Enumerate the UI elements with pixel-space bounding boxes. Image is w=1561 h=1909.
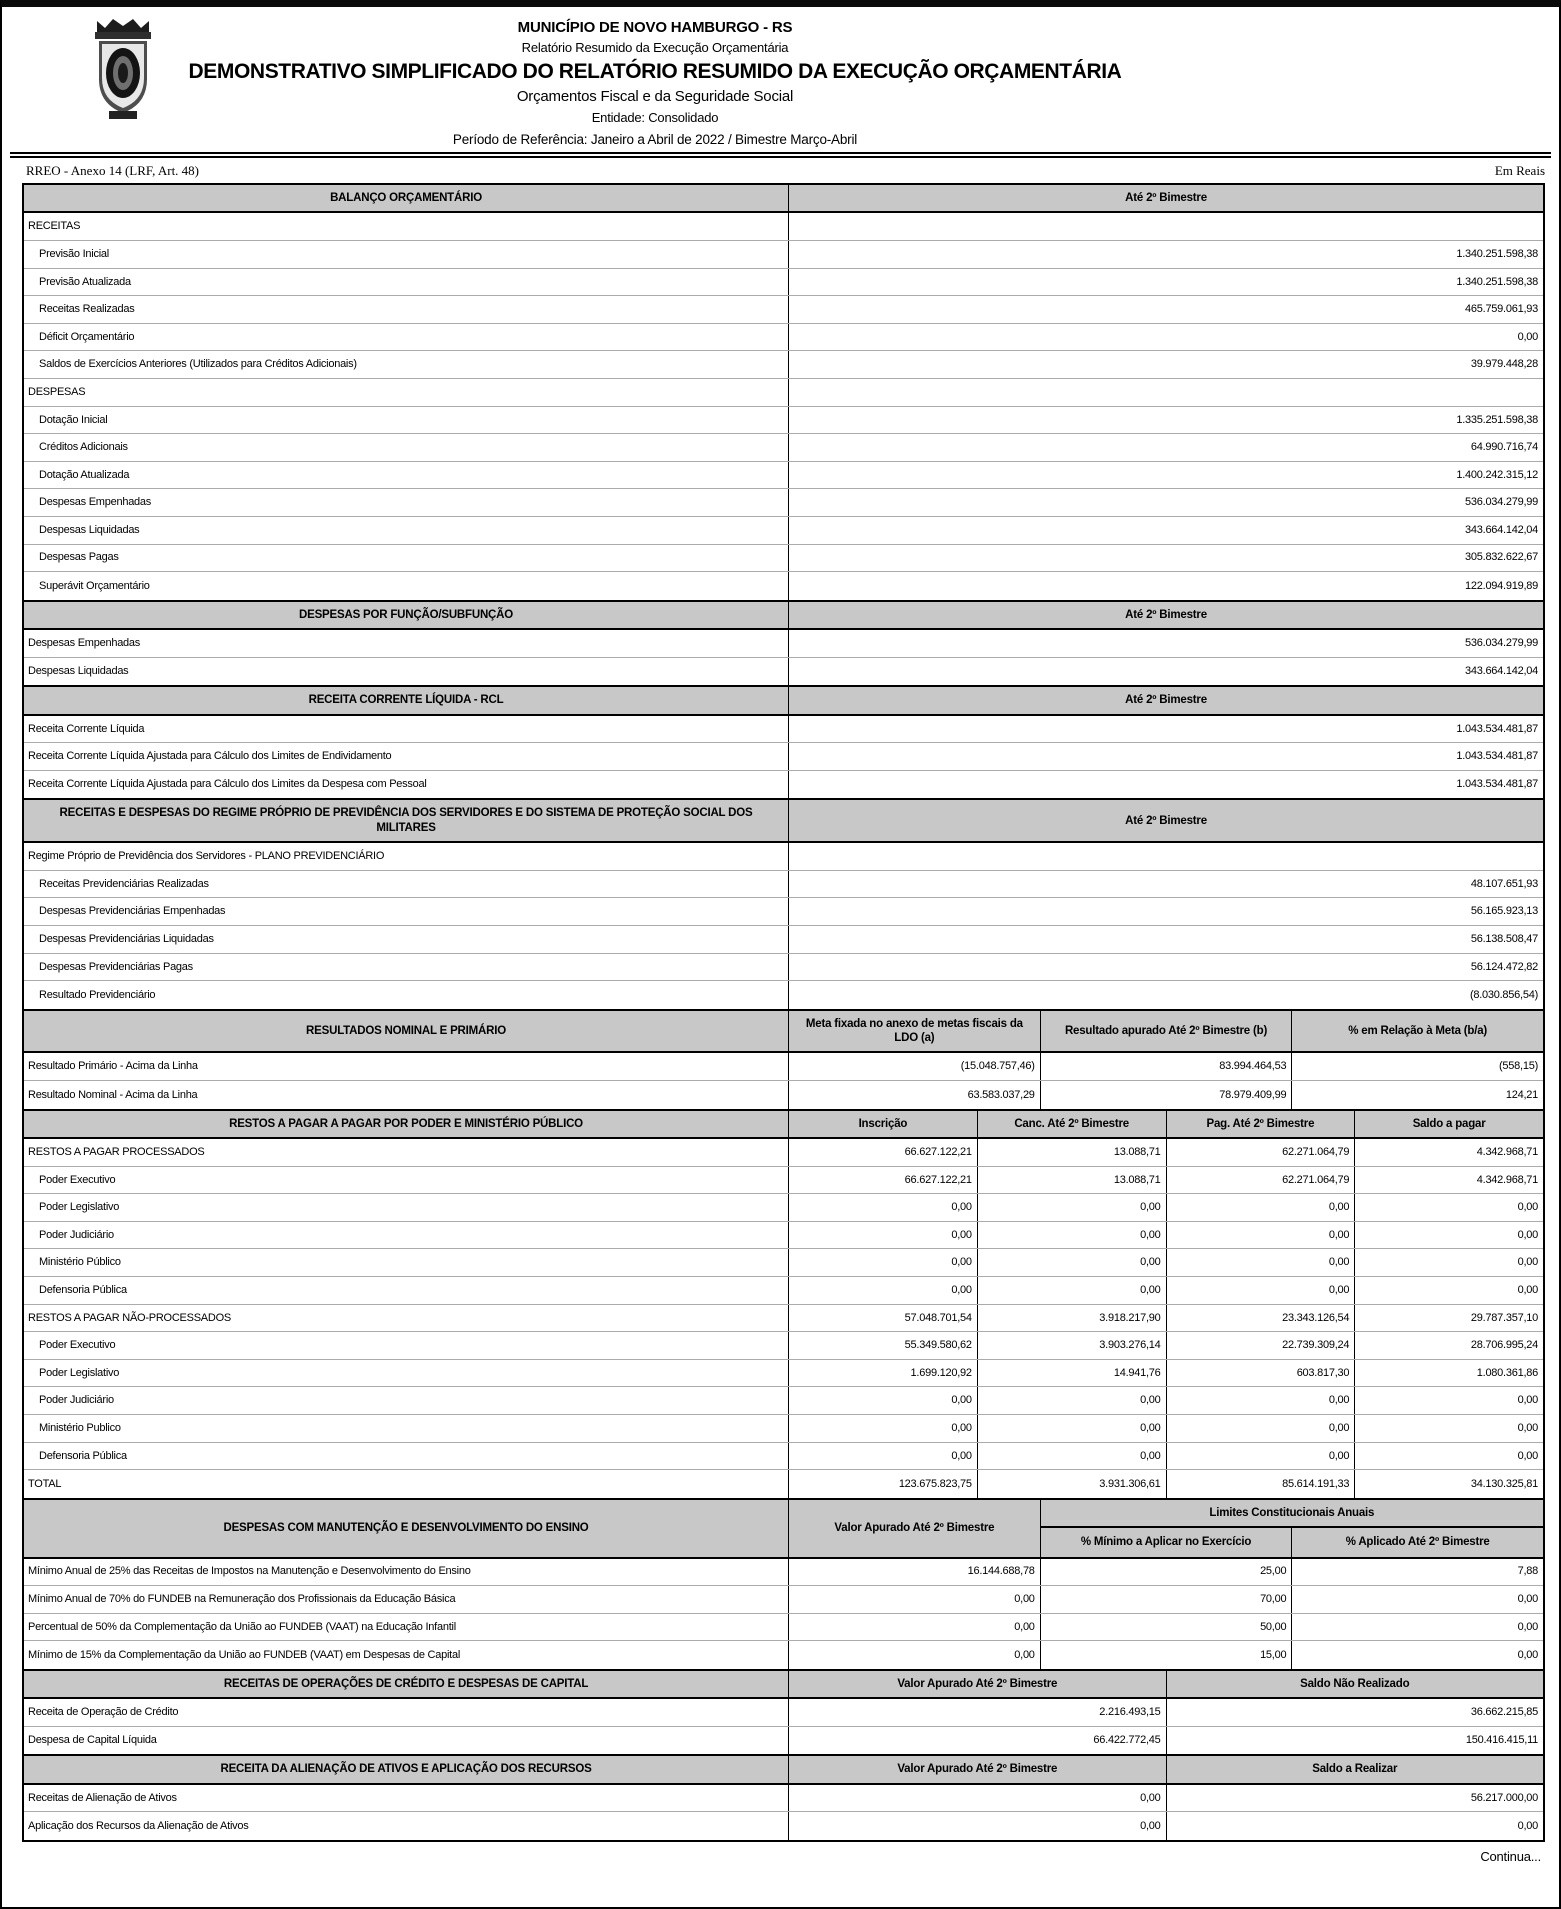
column-header: % Aplicado Até 2º Bimestre	[1291, 1528, 1543, 1556]
row-value: 0,00	[977, 1194, 1166, 1221]
row-value: 0,00	[1354, 1443, 1543, 1470]
row-value: 0,00	[788, 1641, 1040, 1669]
row-value: 83.994.464,53	[1040, 1053, 1292, 1080]
row-label: Mínimo de 15% da Complementação da União ao FUNDEB (VAAT) em Despesas de Capital	[28, 1648, 461, 1661]
row-label: Resultado Nominal - Acima da Linha	[28, 1088, 198, 1101]
row-value: 0,00	[1166, 1277, 1355, 1304]
row-label: RESTOS A PAGAR NÃO-PROCESSADOS	[28, 1311, 231, 1324]
row-label: Poder Judiciário	[39, 1394, 114, 1407]
row-value: 0,00	[788, 1222, 977, 1249]
section-title: RESULTADOS NOMINAL E PRIMÁRIO	[306, 1024, 506, 1037]
row-label: RECEITAS	[28, 220, 81, 233]
row-value: 343.664.142,04	[788, 517, 1543, 544]
row-label: Ministério Público	[39, 1256, 121, 1269]
reference-period: Período de Referência: Janeiro a Abril de 2022 / Bimestre Março-Abril	[452, 132, 858, 147]
row-value: 13.088,71	[977, 1167, 1166, 1194]
table-row	[24, 351, 1543, 379]
row-value: 0,00	[977, 1443, 1166, 1470]
row-value: 0,00	[1166, 1387, 1355, 1414]
row-value: 0,00	[977, 1277, 1166, 1304]
row-value: 56.217.000,00	[1166, 1785, 1543, 1812]
column-header: Pag. Até 2º Bimestre	[1166, 1111, 1355, 1137]
section-header	[24, 602, 1543, 630]
table-row	[24, 1699, 1543, 1727]
table-row	[24, 489, 1543, 517]
section-title: DESPESAS POR FUNÇÃO/SUBFUNÇÃO	[299, 608, 514, 621]
coat-of-arms-icon	[82, 15, 164, 121]
table-row	[24, 1277, 1543, 1305]
row-label: Receitas Realizadas	[39, 303, 135, 316]
table-row	[24, 241, 1543, 269]
row-value: 70,00	[1040, 1586, 1292, 1613]
row-value: 78.979.409,99	[1040, 1081, 1292, 1109]
row-value: 536.034.279,99	[788, 630, 1543, 657]
row-value: 4.342.968,71	[1354, 1167, 1543, 1194]
table-row	[24, 1332, 1543, 1360]
table-row	[24, 1360, 1543, 1388]
row-value: 0,00	[1354, 1194, 1543, 1221]
page-subtitle: Orçamentos Fiscal e da Seguridade Social	[516, 88, 794, 105]
table-row	[24, 743, 1543, 771]
row-label: Despesas Empenhadas	[28, 637, 141, 650]
table-row	[24, 434, 1543, 462]
row-value: 1.043.534.481,87	[788, 716, 1543, 743]
row-label: Receita Corrente Líquida Ajustada para Cálculo dos Limites da Despesa com Pessoal	[28, 778, 427, 791]
section-title: RECEITAS E DESPESAS DO REGIME PRÓPRIO DE PREVIDÊNCIA DOS SERVIDORES E DO SISTEMA DE PROTEÇÃO SOCIAL DOS MILITARES	[59, 807, 753, 834]
table-row	[24, 1614, 1543, 1642]
table-row	[24, 1443, 1543, 1471]
row-value: 7,88	[1291, 1559, 1543, 1586]
row-value: 305.832.622,67	[788, 545, 1543, 572]
section-header	[24, 800, 1543, 843]
row-label: Defensoria Pública	[39, 1449, 127, 1462]
row-value: 0,00	[1291, 1641, 1543, 1669]
row-value: 0,00	[788, 1614, 1040, 1641]
municipality-name: MUNICÍPIO DE NOVO HAMBURGO - RS	[517, 19, 793, 36]
row-value: 0,00	[1166, 1443, 1355, 1470]
table-row	[24, 1586, 1543, 1614]
section-header	[24, 1011, 1543, 1054]
section-header	[24, 1111, 1543, 1139]
row-label: Despesas Previdenciárias Empenhadas	[39, 905, 226, 918]
row-value	[788, 379, 1543, 406]
column-header: Até 2º Bimestre	[788, 602, 1543, 628]
row-label: Poder Executivo	[39, 1173, 116, 1186]
table-row	[24, 771, 1543, 799]
row-value: 2.216.493,15	[788, 1699, 1165, 1726]
entity-line: Entidade: Consolidado	[591, 110, 719, 125]
row-value: 343.664.142,04	[788, 658, 1543, 686]
row-value: (558,15)	[1291, 1053, 1543, 1080]
row-label: Despesas Liquidadas	[39, 523, 140, 536]
row-value: 55.349.580,62	[788, 1332, 977, 1359]
table-row	[24, 1641, 1543, 1669]
row-value: 36.662.215,85	[1166, 1699, 1543, 1726]
row-value: 0,00	[1166, 1249, 1355, 1276]
row-value: 0,00	[1354, 1277, 1543, 1304]
row-value: 124,21	[1291, 1081, 1543, 1109]
row-label: Dotação Inicial	[39, 413, 108, 426]
table-row	[24, 1222, 1543, 1250]
row-value: 0,00	[1166, 1415, 1355, 1442]
table-row	[24, 1559, 1543, 1587]
section-header	[24, 687, 1543, 715]
row-label: Déficit Orçamentário	[39, 330, 135, 343]
column-group-header: Limites Constitucionais Anuais	[1040, 1500, 1543, 1528]
column-header: % em Relação à Meta (b/a)	[1291, 1011, 1543, 1052]
row-value: 1.340.251.598,38	[788, 241, 1543, 268]
row-value: 56.124.472,82	[788, 954, 1543, 981]
row-label: Resultado Primário - Acima da Linha	[28, 1060, 198, 1073]
row-label: Previsão Atualizada	[39, 275, 131, 288]
section-title: BALANÇO ORÇAMENTÁRIO	[330, 192, 482, 204]
table-row	[24, 269, 1543, 297]
table-row	[24, 871, 1543, 899]
row-value: 85.614.191,33	[1166, 1470, 1355, 1498]
column-header: Canc. Até 2º Bimestre	[977, 1111, 1166, 1137]
row-value: 0,00	[788, 1586, 1040, 1613]
row-value: 0,00	[788, 324, 1543, 351]
column-header: Inscrição	[788, 1111, 977, 1137]
row-value: 3.918.217,90	[977, 1305, 1166, 1332]
row-value: 48.107.651,93	[788, 871, 1543, 898]
continuation-note: Continua...	[1480, 1849, 1541, 1864]
table-row	[24, 1167, 1543, 1195]
report-name: Relatório Resumido da Execução Orçamentária	[521, 40, 789, 55]
row-label: Mínimo Anual de 70% do FUNDEB na Remuneração dos Profissionais da Educação Básica	[28, 1593, 456, 1606]
table-row	[24, 324, 1543, 352]
column-header: Até 2º Bimestre	[788, 185, 1543, 211]
table-row	[24, 1785, 1543, 1813]
row-value: 4.342.968,71	[1354, 1139, 1543, 1166]
row-label: Receita de Operação de Crédito	[28, 1706, 179, 1719]
row-label: Receita Corrente Líquida	[28, 722, 145, 735]
row-label: Receitas Previdenciárias Realizadas	[39, 877, 209, 890]
row-value: 62.271.064,79	[1166, 1167, 1355, 1194]
row-value: 122.094.919,89	[788, 572, 1543, 600]
row-value: 63.583.037,29	[788, 1081, 1040, 1109]
row-value: 0,00	[1291, 1586, 1543, 1613]
row-label: Créditos Adicionais	[39, 441, 128, 454]
table-row	[24, 1415, 1543, 1443]
row-value: 28.706.995,24	[1354, 1332, 1543, 1359]
column-header: Meta fixada no anexo de metas fiscais da LDO (a)	[788, 1011, 1040, 1052]
row-value: 0,00	[1166, 1812, 1543, 1840]
annex-row	[10, 158, 1551, 183]
row-value: 0,00	[1354, 1222, 1543, 1249]
table-row	[24, 1139, 1543, 1167]
table-row	[24, 1470, 1543, 1498]
row-value: 0,00	[788, 1249, 977, 1276]
report-section	[24, 1111, 1543, 1500]
row-value: 0,00	[977, 1249, 1166, 1276]
row-value: 0,00	[1354, 1415, 1543, 1442]
row-label: Saldos de Exercícios Anteriores (Utilizados para Créditos Adicionais)	[39, 358, 357, 371]
header-text-block	[10, 11, 1300, 147]
table-row	[24, 517, 1543, 545]
row-value: 0,00	[788, 1443, 977, 1470]
row-value: 0,00	[1354, 1249, 1543, 1276]
row-label: Receita Corrente Líquida Ajustada para Cálculo dos Limites de Endividamento	[28, 750, 392, 763]
table-row	[24, 1812, 1543, 1840]
row-value: 0,00	[788, 1812, 1165, 1840]
report-section	[24, 1011, 1543, 1111]
report-table	[22, 183, 1545, 1842]
row-value: 16.144.688,78	[788, 1559, 1040, 1586]
table-row	[24, 1305, 1543, 1333]
section-header	[24, 1756, 1543, 1784]
row-value: 0,00	[1291, 1614, 1543, 1641]
section-title: DESPESAS COM MANUTENÇÃO E DESENVOLVIMENTO DO ENSINO	[223, 1521, 589, 1534]
row-label: Despesas Empenhadas	[39, 496, 152, 509]
row-value: 0,00	[1166, 1222, 1355, 1249]
row-value: 1.080.361,86	[1354, 1360, 1543, 1387]
row-value: 3.903.276,14	[977, 1332, 1166, 1359]
row-value: 1.400.242.315,12	[788, 462, 1543, 489]
row-label: RESTOS A PAGAR PROCESSADOS	[28, 1146, 205, 1158]
row-label: Despesas Pagas	[39, 551, 119, 564]
column-header: Resultado apurado Até 2º Bimestre (b)	[1040, 1011, 1292, 1052]
table-row	[24, 1053, 1543, 1081]
row-label: Superávit Orçamentário	[39, 579, 150, 592]
row-value: 64.990.716,74	[788, 434, 1543, 461]
row-value: 603.817,30	[1166, 1360, 1355, 1387]
table-row	[24, 407, 1543, 435]
report-section	[24, 1671, 1543, 1757]
section-title: RECEITA CORRENTE LÍQUIDA - RCL	[308, 694, 504, 707]
row-value: 0,00	[788, 1387, 977, 1414]
row-label: Receitas de Alienação de Ativos	[28, 1791, 177, 1804]
section-title: RESTOS A PAGAR A PAGAR POR PODER E MINISTÉRIO PÚBLICO	[229, 1117, 583, 1130]
row-value: 0,00	[977, 1387, 1166, 1414]
row-value: (15.048.757,46)	[788, 1053, 1040, 1080]
row-label: Despesas Previdenciárias Pagas	[39, 960, 193, 973]
report-section	[24, 185, 1543, 602]
row-label: Resultado Previdenciário	[39, 988, 156, 1001]
table-row	[24, 954, 1543, 982]
row-label: Dotação Atualizada	[39, 468, 130, 481]
row-value: 0,00	[788, 1415, 977, 1442]
row-label: Defensoria Pública	[39, 1283, 127, 1296]
row-value: 57.048.701,54	[788, 1305, 977, 1332]
row-value	[788, 843, 1543, 870]
row-label: DESPESAS	[28, 385, 86, 398]
table-row	[24, 981, 1543, 1009]
row-value: 0,00	[977, 1222, 1166, 1249]
row-value: 465.759.061,93	[788, 296, 1543, 323]
table-row	[24, 716, 1543, 744]
row-value: 66.627.122,21	[788, 1139, 977, 1166]
row-value: 66.422.772,45	[788, 1727, 1165, 1755]
row-value: 1.340.251.598,38	[788, 269, 1543, 296]
table-row	[24, 1081, 1543, 1109]
row-value: 15,00	[1040, 1641, 1292, 1669]
column-header: Valor Apurado Até 2º Bimestre	[788, 1500, 1040, 1557]
table-row	[24, 843, 1543, 871]
row-label: Despesas Liquidadas	[28, 665, 129, 678]
report-section	[24, 800, 1543, 1010]
column-header: Valor Apurado Até 2º Bimestre	[788, 1756, 1165, 1782]
report-section	[24, 687, 1543, 800]
row-value: 22.739.309,24	[1166, 1332, 1355, 1359]
section-title: RECEITAS DE OPERAÇÕES DE CRÉDITO E DESPESAS DE CAPITAL	[223, 1677, 589, 1690]
row-label: Ministério Publico	[39, 1421, 121, 1434]
annex-label: RREO - Anexo 14 (LRF, Art. 48)	[26, 163, 200, 178]
row-value: 0,00	[788, 1785, 1165, 1812]
report-section	[24, 1756, 1543, 1840]
table-row	[24, 1194, 1543, 1222]
row-value: 62.271.064,79	[1166, 1139, 1355, 1166]
column-header: % Mínimo a Aplicar no Exercício	[1040, 1528, 1292, 1556]
column-header: Saldo a Realizar	[1166, 1756, 1543, 1782]
row-label: Previsão Inicial	[39, 247, 109, 260]
row-value: 1.699.120,92	[788, 1360, 977, 1387]
section-header	[24, 185, 1543, 213]
page-title: DEMONSTRATIVO SIMPLIFICADO DO RELATÓRIO RESUMIDO DA EXECUÇÃO ORÇAMENTÁRIA	[188, 60, 1122, 83]
row-label: Despesas Previdenciárias Liquidadas	[39, 932, 214, 945]
row-value: 56.165.923,13	[788, 898, 1543, 925]
report-section	[24, 602, 1543, 688]
table-row	[24, 462, 1543, 490]
row-value: 3.931.306,61	[977, 1470, 1166, 1498]
table-row	[24, 1387, 1543, 1415]
row-label: TOTAL	[28, 1477, 62, 1490]
row-value: 25,00	[1040, 1559, 1292, 1586]
row-value: 29.787.357,10	[1354, 1305, 1543, 1332]
table-row	[24, 296, 1543, 324]
row-value: 0,00	[1166, 1194, 1355, 1221]
table-row	[24, 1727, 1543, 1755]
section-header	[24, 1671, 1543, 1699]
row-label: Despesa de Capital Líquida	[28, 1734, 157, 1747]
column-header: Até 2º Bimestre	[788, 800, 1543, 841]
row-value: (8.030.856,54)	[788, 981, 1543, 1009]
row-value	[788, 213, 1543, 240]
row-label: Poder Judiciário	[39, 1228, 114, 1241]
column-header: Até 2º Bimestre	[788, 687, 1543, 713]
row-value: 1.043.534.481,87	[788, 743, 1543, 770]
section-title: RECEITA DA ALIENAÇÃO DE ATIVOS E APLICAÇÃO DOS RECURSOS	[220, 1763, 592, 1776]
row-value: 123.675.823,75	[788, 1470, 977, 1498]
table-row	[24, 1249, 1543, 1277]
row-value: 23.343.126,54	[1166, 1305, 1355, 1332]
row-value: 1.043.534.481,87	[788, 771, 1543, 799]
table-row	[24, 379, 1543, 407]
row-label: Aplicação dos Recursos da Alienação de Ativos	[28, 1819, 249, 1832]
row-value: 0,00	[788, 1194, 977, 1221]
row-value: 0,00	[788, 1277, 977, 1304]
document-header	[10, 11, 1551, 147]
column-header: Valor Apurado Até 2º Bimestre	[788, 1671, 1165, 1697]
row-value: 0,00	[977, 1415, 1166, 1442]
row-label: Poder Executivo	[39, 1339, 116, 1352]
row-value: 34.130.325,81	[1354, 1470, 1543, 1498]
row-value: 1.335.251.598,38	[788, 407, 1543, 434]
table-row	[24, 926, 1543, 954]
row-value: 150.416.415,11	[1166, 1727, 1543, 1755]
table-row	[24, 572, 1543, 600]
column-header: Saldo Não Realizado	[1166, 1671, 1543, 1697]
report-section	[24, 1500, 1543, 1671]
row-value: 56.138.508,47	[788, 926, 1543, 953]
column-header: Saldo a pagar	[1354, 1111, 1543, 1137]
row-label: Mínimo Anual de 25% das Receitas de Impostos na Manutenção e Desenvolvimento do Ensino	[28, 1565, 471, 1578]
row-value: 0,00	[1354, 1387, 1543, 1414]
row-value: 66.627.122,21	[788, 1167, 977, 1194]
table-row	[24, 545, 1543, 573]
row-label: Poder Legislativo	[39, 1366, 120, 1379]
row-value: 50,00	[1040, 1614, 1292, 1641]
table-row	[24, 658, 1543, 686]
row-label: Regime Próprio de Previdência dos Servidores - PLANO PREVIDENCIÁRIO	[28, 850, 385, 863]
table-row	[24, 213, 1543, 241]
row-label: Percentual de 50% da Complementação da União ao FUNDEB (VAAT) na Educação Infantil	[28, 1620, 456, 1633]
row-value: 39.979.448,28	[788, 351, 1543, 378]
table-row	[24, 630, 1543, 658]
row-value: 536.034.279,99	[788, 489, 1543, 516]
currency-label: Em Reais	[1494, 163, 1545, 178]
section-header	[24, 1500, 1543, 1559]
row-value: 14.941,76	[977, 1360, 1166, 1387]
row-label: Poder Legislativo	[39, 1201, 120, 1214]
row-value: 13.088,71	[977, 1139, 1166, 1166]
table-row	[24, 898, 1543, 926]
